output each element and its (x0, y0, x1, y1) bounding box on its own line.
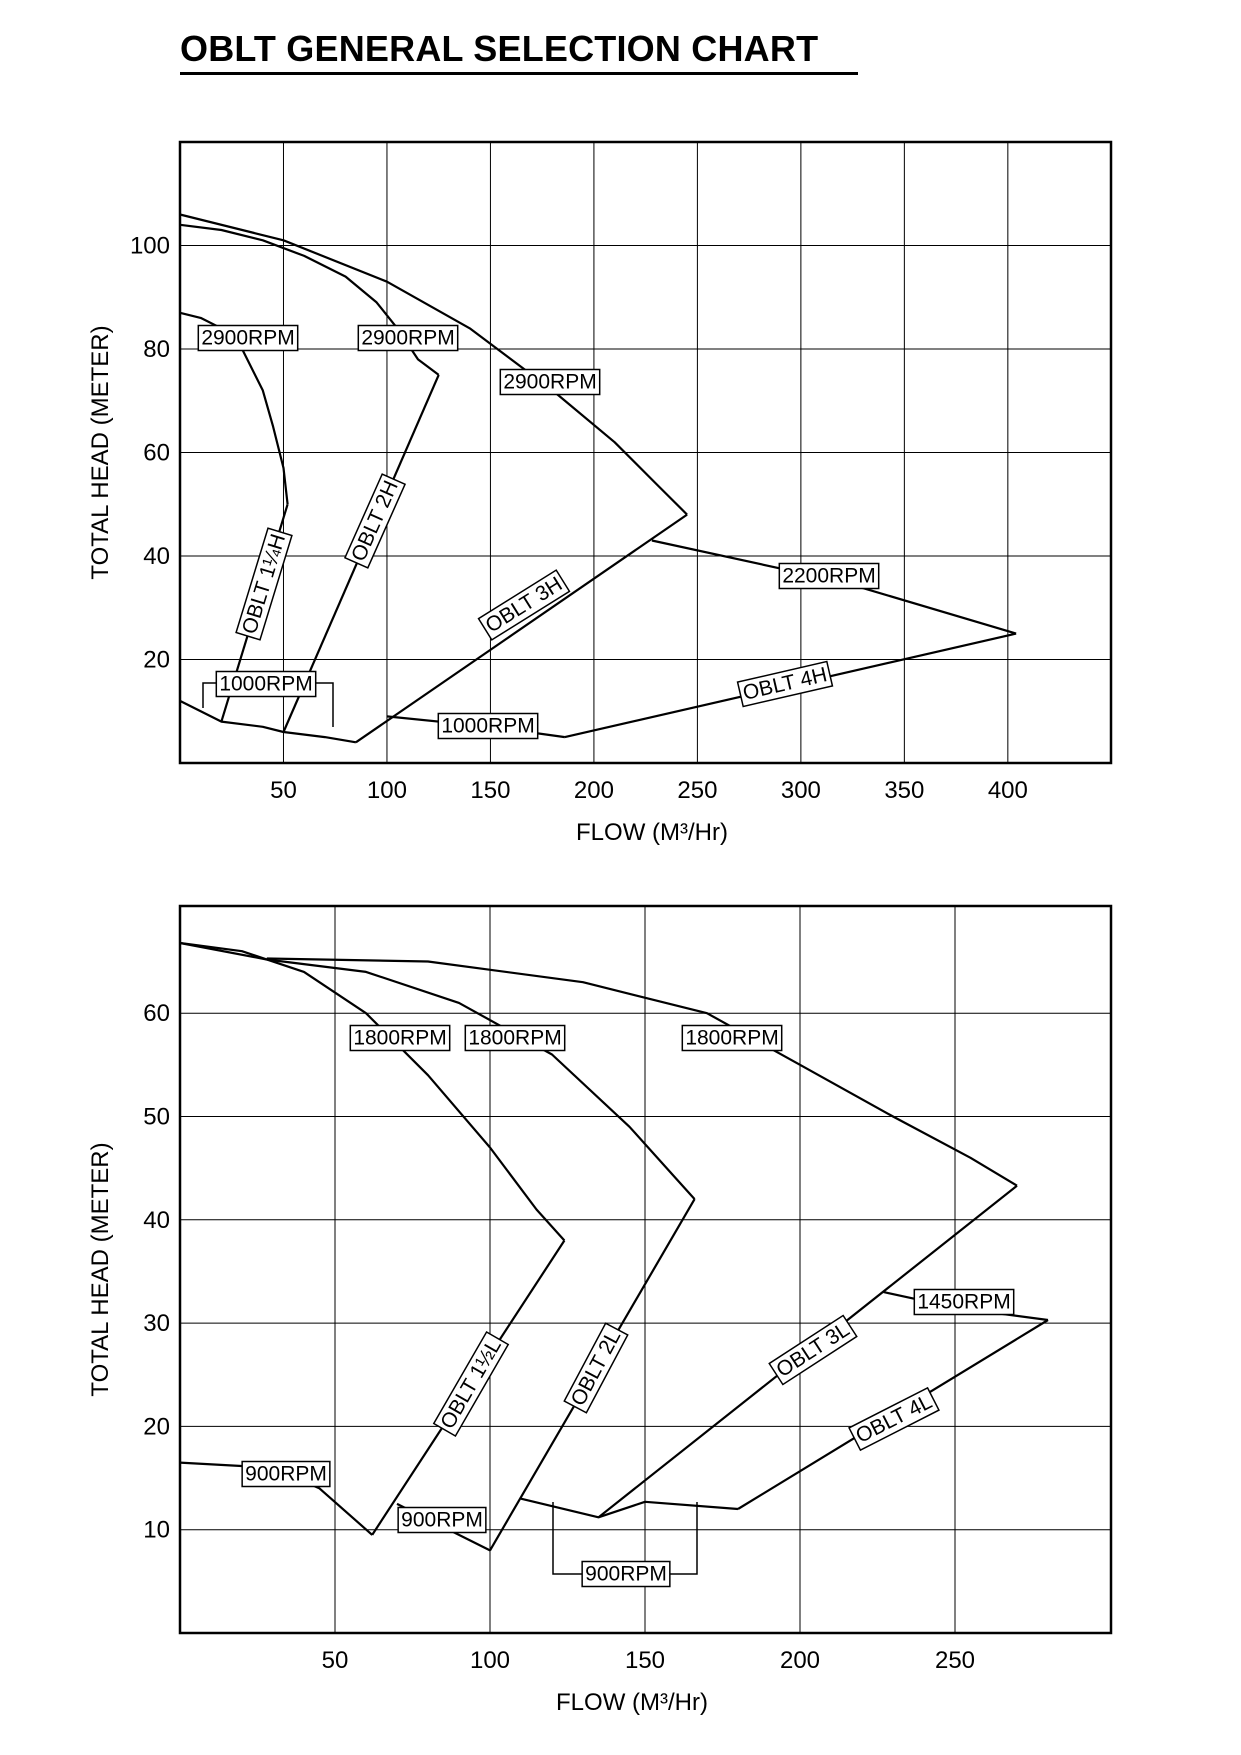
curve-label (242, 1462, 330, 1487)
lower-selection-chart (0, 880, 1241, 1755)
x-tick-label: 150 (624, 1647, 666, 1674)
series-curve (356, 515, 687, 743)
curve-label-text: OBLT 4L (852, 1390, 936, 1448)
y-tick-label: 40 (143, 543, 170, 570)
series-curve (267, 959, 1017, 1186)
x-tick-label: 100 (366, 777, 407, 804)
y-tick-label: 60 (143, 1000, 170, 1028)
y-tick-label: 20 (143, 646, 170, 674)
series-curve (180, 701, 356, 742)
y-tick-label: 10 (143, 1516, 170, 1544)
curve-label-text: 2900RPM (361, 326, 455, 350)
curve-label-text: 900RPM (585, 1562, 667, 1586)
series-curve (180, 215, 687, 515)
curve-label (914, 1290, 1013, 1315)
curve-label-text: 900RPM (245, 1462, 327, 1486)
series-curve (180, 225, 439, 375)
curve-label (465, 1026, 564, 1051)
x-tick-label: 150 (470, 777, 511, 804)
page-title: OBLT GENERAL SELECTION CHART (180, 28, 819, 69)
x-tick-label: 50 (270, 777, 297, 804)
y-tick-label: 100 (129, 232, 170, 260)
y-axis-title: TOTAL HEAD (METER) (87, 1142, 114, 1397)
curve-label-text: OBLT 3H (481, 572, 567, 638)
y-tick-label: 20 (143, 1413, 170, 1441)
x-tick-label: 300 (780, 777, 821, 804)
curve-label-text: OBLT 1½L (436, 1335, 506, 1433)
curve-label-text: 2900RPM (201, 326, 295, 350)
y-tick-label: 50 (143, 1103, 170, 1131)
curve-label (738, 662, 833, 707)
x-tick-label: 250 (677, 777, 718, 804)
curve-label-text: OBLT 4H (740, 663, 830, 705)
curve-label (438, 714, 537, 739)
curve-label-text: 2900RPM (503, 370, 597, 394)
series-curve (180, 943, 695, 1199)
curve-label (582, 1562, 670, 1587)
y-tick-label: 80 (143, 336, 170, 363)
curve-label-text: 900RPM (401, 1508, 483, 1532)
curve-label (434, 1332, 508, 1436)
curve-label-text: OBLT 1¼H (237, 531, 291, 637)
curve-label (500, 370, 599, 395)
x-axis-title: FLOW (M³/Hr) (556, 1689, 708, 1716)
y-tick-label: 60 (143, 439, 170, 467)
curve-label-text: 1800RPM (468, 1026, 562, 1050)
curve-label (216, 672, 315, 697)
x-tick-label: 100 (469, 1647, 511, 1674)
curve-label-text: OBLT 3L (772, 1317, 854, 1383)
x-tick-label: 250 (934, 1647, 976, 1674)
x-tick-label: 200 (573, 777, 614, 804)
x-tick-label: 350 (884, 777, 925, 804)
curve-label (398, 1508, 486, 1533)
curve-label-text: 2200RPM (782, 564, 876, 588)
y-tick-label: 40 (143, 1206, 170, 1234)
x-tick-label: 50 (321, 1647, 349, 1674)
y-tick-label: 30 (143, 1310, 170, 1338)
curve-label (849, 1388, 939, 1450)
curve-label (350, 1026, 449, 1051)
x-axis-title: FLOW (M³/Hr) (576, 819, 728, 846)
curve-label-text: OBLT 2L (566, 1326, 626, 1410)
curve-label-text: 1000RPM (219, 672, 313, 696)
curve-label (682, 1026, 781, 1051)
curve-label (358, 326, 457, 351)
curve-label (564, 1323, 627, 1413)
curve-label (345, 474, 405, 568)
curve-label-text: 1000RPM (441, 714, 535, 738)
curve-label-text: 1450RPM (917, 1290, 1011, 1314)
y-axis-title: TOTAL HEAD (METER) (87, 325, 114, 580)
curve-label (198, 326, 297, 351)
curve-label-text: OBLT 2H (347, 477, 403, 565)
curve-label (779, 564, 878, 589)
series-curve (180, 943, 564, 1241)
curve-label-text: 1800RPM (685, 1026, 779, 1050)
curve-label-text: 1800RPM (353, 1026, 447, 1050)
curve-label (769, 1316, 857, 1385)
x-tick-label: 400 (987, 777, 1028, 804)
x-tick-label: 200 (779, 1647, 821, 1674)
